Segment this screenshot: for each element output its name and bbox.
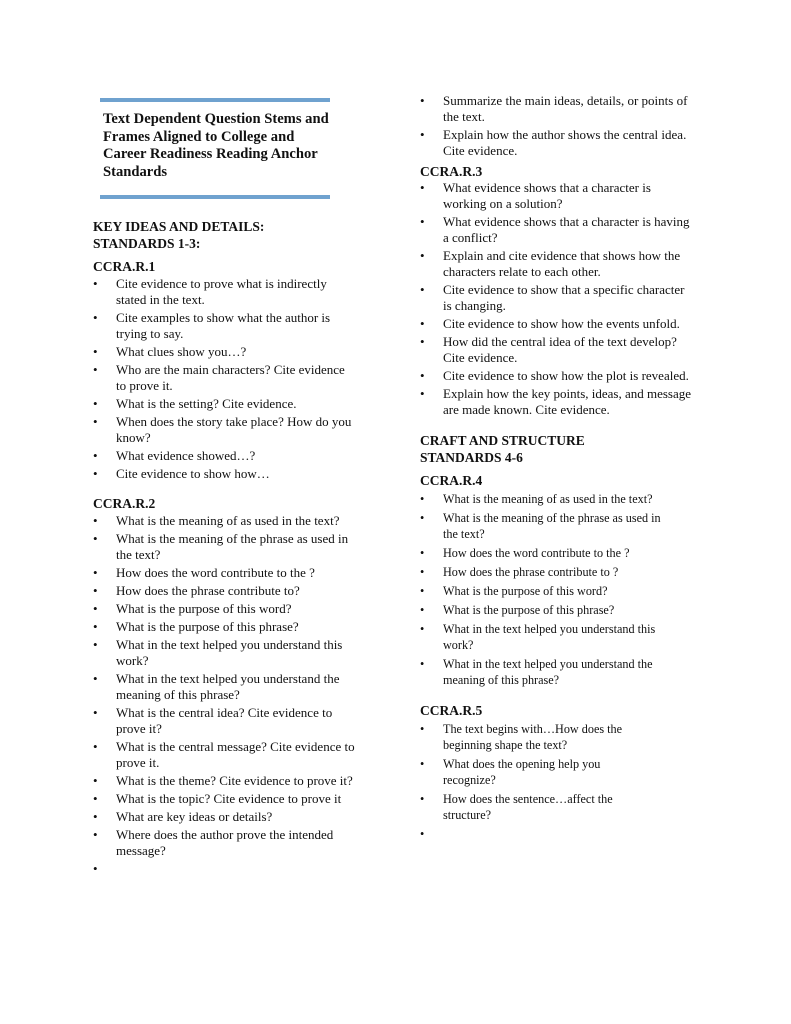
list-item: • What is the meaning of the phrase as used in the text? <box>420 510 668 542</box>
list-item <box>420 826 640 842</box>
list-item <box>93 861 361 877</box>
list-item: • What evidence shows that a character is working on a solution? <box>420 180 692 212</box>
list-item: • Explain how the key points, ideas, and message are made known. Cite evidence. <box>420 386 692 418</box>
list-item: • Cite evidence to show how the plot is revealed. <box>420 368 692 384</box>
list-item: • What is the meaning of the phrase as used in the text? <box>93 531 361 563</box>
list-item: • Where does the author prove the intended message? <box>93 827 361 859</box>
standard-heading-r3: CCRA.R.3 <box>420 164 483 179</box>
title-top-rule <box>100 98 330 102</box>
bullet-list-r3 <box>420 180 692 418</box>
document-title: Text Dependent Question Stems and Frames Aligned to College and Career Readiness Reading Anchor Standards <box>103 111 329 180</box>
list-item: • Cite evidence to prove what is indirectly stated in the text. <box>93 276 355 308</box>
list-item: • Cite examples to show what the author is trying to say. <box>93 310 355 342</box>
list-item: • Cite evidence to show how the events unfold. <box>420 316 692 332</box>
list-item: • What in the text helped you understand the meaning of this phrase? <box>93 671 361 703</box>
title-bottom-rule <box>100 195 330 199</box>
list-item: • What is the purpose of this word? <box>420 583 668 599</box>
list-item: • How does the sentence…affect the structure? <box>420 791 640 823</box>
bullet-list-r2-continued <box>420 93 690 159</box>
right-column <box>420 93 720 845</box>
standard-heading-r2: CCRA.R.2 <box>93 496 156 511</box>
list-item: • What in the text helped you understand the meaning of this phrase? <box>420 656 668 688</box>
list-item: • What evidence showed…? <box>93 448 355 464</box>
list-item: • How does the word contribute to the ? <box>420 545 668 561</box>
bullet-list-r2 <box>93 513 361 877</box>
list-item: • Cite evidence to show how… <box>93 466 355 482</box>
list-item: • Summarize the main ideas, details, or points of the text. <box>420 93 690 125</box>
list-item: • The text begins with…How does the beginning shape the text? <box>420 721 640 753</box>
list-item: • What does the opening help you recognize? <box>420 756 640 788</box>
standard-heading-r1: CCRA.R.1 <box>93 259 156 274</box>
section-heading-key-ideas: KEY IDEAS AND DETAILS: STANDARDS 1-3: <box>93 219 265 251</box>
list-item: • How does the phrase contribute to ? <box>420 564 668 580</box>
standard-heading-r5: CCRA.R.5 <box>420 703 483 718</box>
list-item: • When does the story take place? How do you know? <box>93 414 355 446</box>
list-item: • What clues show you…? <box>93 344 355 360</box>
standard-heading-r4: CCRA.R.4 <box>420 473 483 488</box>
list-item: • What is the purpose of this phrase? <box>420 602 668 618</box>
list-item: • What is the central message? Cite evidence to prove it. <box>93 739 361 771</box>
bullet-list-r1 <box>93 276 355 482</box>
section-heading-craft-structure: CRAFT AND STRUCTURE STANDARDS 4-6 <box>420 433 585 465</box>
list-item: • Explain how the author shows the central idea. Cite evidence. <box>420 127 690 159</box>
list-item: • What in the text helped you understand this work? <box>93 637 361 669</box>
list-item: • What is the meaning of as used in the text? <box>420 491 668 507</box>
list-item: • How does the word contribute to the ? <box>93 565 361 581</box>
list-item: • What is the meaning of as used in the text? <box>93 513 361 529</box>
list-item: • How did the central idea of the text develop? Cite evidence. <box>420 334 692 366</box>
list-item: • What is the setting? Cite evidence. <box>93 396 355 412</box>
bullet-list-r4 <box>420 491 668 688</box>
list-item: • What is the purpose of this phrase? <box>93 619 361 635</box>
list-item: • What is the theme? Cite evidence to prove it? <box>93 773 361 789</box>
list-item: • Who are the main characters? Cite evidence to prove it. <box>93 362 355 394</box>
left-column <box>93 218 373 879</box>
list-item: • What is the topic? Cite evidence to prove it <box>93 791 361 807</box>
list-item: • What in the text helped you understand this work? <box>420 621 668 653</box>
list-item: • What are key ideas or details? <box>93 809 361 825</box>
list-item: • Explain and cite evidence that shows how the characters relate to each other. <box>420 248 692 280</box>
list-item: • How does the phrase contribute to? <box>93 583 361 599</box>
list-item: • Cite evidence to show that a specific character is changing. <box>420 282 692 314</box>
list-item: • What is the purpose of this word? <box>93 601 361 617</box>
list-item: • What evidence shows that a character is having a conflict? <box>420 214 692 246</box>
list-item: • What is the central idea? Cite evidence to prove it? <box>93 705 361 737</box>
bullet-list-r5 <box>420 721 640 842</box>
